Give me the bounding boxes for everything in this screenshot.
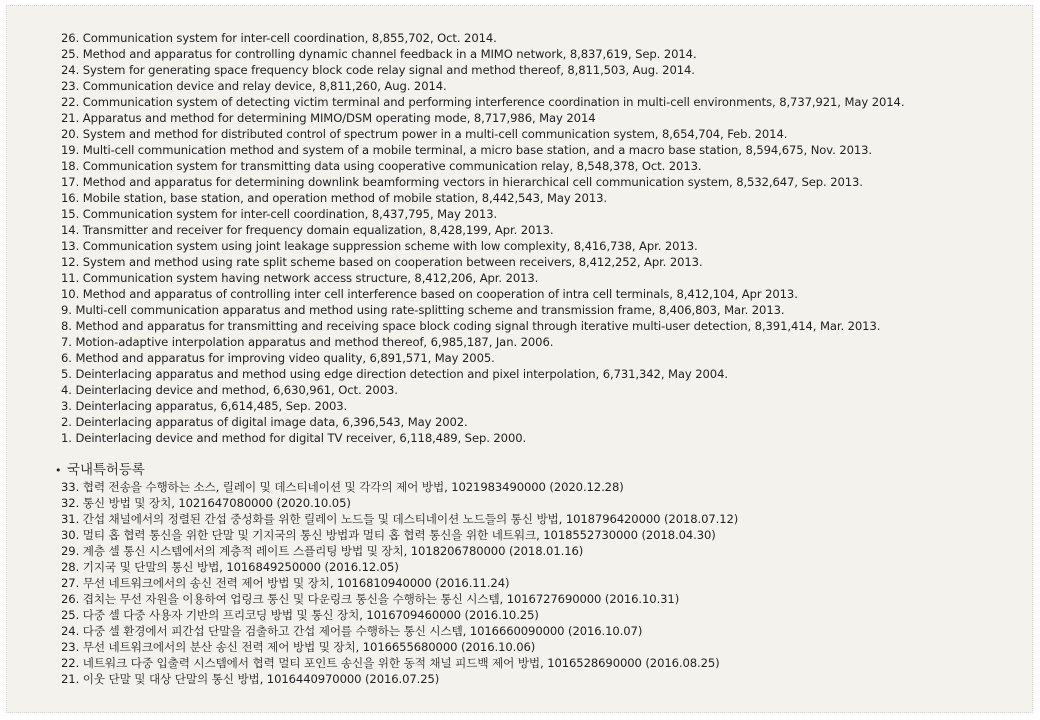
us-patent-item: 4. Deinterlacing device and method, 6,630,961, Oct. 2003. [61,383,398,397]
us-patent-item: 11. Communication system having network access structure, 8,412,206, Apr. 2013. [61,271,539,285]
kr-patent-item: 28. 기지국 및 단말의 통신 방법, 1016849250000 (2016.12.05) [61,560,399,574]
patent-list-content [55,30,1022,687]
us-patent-item: 1. Deinterlacing device and method for digital TV receiver, 6,118,489, Sep. 2000. [61,431,527,445]
kr-patent-item: 33. 협력 전송을 수행하는 소스, 릴레이 및 데스티네이션 및 각각의 제어 방법, 1021983490000 (2020.12.28) [61,480,624,494]
us-patent-item: 22. Communication system of detecting victim terminal and performing interference coordination in multi-cell environments, 8,737,921, May 2014. [61,95,905,109]
us-patent-item: 9. Multi-cell communication apparatus and method using rate-splitting scheme and transmission frame, 8,406,803, Mar. 2013. [61,303,785,317]
us-patent-item: 24. System for generating space frequency block code relay signal and method thereof, 8,811,503, Aug. 2014. [61,63,695,77]
us-patent-item: 21. Apparatus and method for determining MIMO/DSM operating mode, 8,717,986, May 2014 [61,111,596,125]
us-patent-item: 17. Method and apparatus for determining downlink beamforming vectors in hierarchical cell communication system, 8,532,647, Sep. 2013. [61,175,863,189]
bullet-icon: • [55,464,62,477]
us-patent-item: 7. Motion-adaptive interpolation apparatus and method thereof, 6,985,187, Jan. 2006. [61,335,554,349]
kr-section-title: 국내특허등록 [67,462,145,478]
us-patent-item: 8. Method and apparatus for transmitting and receiving space block coding signal through iterative multi-user detection, 8,391,414, Mar. 2013. [61,319,881,333]
us-patent-item: 10. Method and apparatus of controlling inter cell interference based on cooperation of intra cell terminals, 8,412,104, Apr 2013. [61,287,798,301]
us-patent-item: 3. Deinterlacing apparatus, 6,614,485, Sep. 2003. [61,399,348,413]
kr-section-heading [55,461,1022,479]
us-patent-item: 12. System and method using rate split scheme based on cooperation between receivers, 8,412,252, Apr. 2013. [61,255,703,269]
kr-patent-item: 30. 멀티 홉 협력 통신을 위한 단말 및 기지국의 통신 방법과 멀티 홉 협력 통신을 위한 네트워크, 1018552730000 (2018.04.30) [61,528,716,542]
kr-patent-item: 29. 계층 셀 통신 시스템에서의 계층적 레이트 스플리팅 방법 및 장치, 1018206780000 (2018.01.16) [61,544,584,558]
kr-patent-item: 25. 다중 셀 다중 사용자 기반의 프리코딩 방법 및 통신 장치, 1016709460000 (2016.10.25) [61,608,539,622]
us-patent-item: 25. Method and apparatus for controlling dynamic channel feedback in a MIMO network, 8,837,619, Sep. 2014. [61,47,697,61]
kr-patent-item: 22. 네트워크 다중 입출력 시스템에서 협력 멀티 포인트 송신을 위한 동적 채널 피드백 제어 방법, 1016528690000 (2016.08.25) [61,656,720,670]
us-patent-list [61,30,1022,446]
kr-patent-item: 26. 겹치는 무선 자원을 이용하여 업링크 통신 및 다운링크 통신을 수행하는 통신 시스템, 1016727690000 (2016.10.31) [61,592,680,606]
us-patent-item: 26. Communication system for inter-cell coordination, 8,855,702, Oct. 2014. [61,31,497,45]
kr-patent-item: 27. 무선 네트워크에서의 송신 전력 제어 방법 및 장치, 1016810940000 (2016.11.24) [61,576,510,590]
us-patent-item: 14. Transmitter and receiver for frequency domain equalization, 8,428,199, Apr. 2013. [61,223,554,237]
us-patent-item: 19. Multi-cell communication method and system of a mobile terminal, a micro base station, and a macro base station, 8,594,675, Nov. 2013. [61,143,873,157]
us-patent-item: 6. Method and apparatus for improving video quality, 6,891,571, May 2005. [61,351,495,365]
us-patent-item: 16. Mobile station, base station, and operation method of mobile station, 8,442,543, May 2013. [61,191,607,205]
kr-patent-item: 21. 이웃 단말 및 대상 단말의 통신 방법, 1016440970000 (2016.07.25) [61,672,440,686]
us-patent-item: 15. Communication system for inter-cell coordination, 8,437,795, May 2013. [61,207,498,221]
us-patent-item: 18. Communication system for transmitting data using cooperative communication relay, 8,548,378, Oct. 2013. [61,159,702,173]
kr-patent-item: 32. 통신 방법 및 장치, 1021647080000 (2020.10.05) [61,496,351,510]
patent-list-panel [6,5,1033,713]
section-spacer [61,446,1022,461]
us-patent-item: 13. Communication system using joint leakage suppression scheme with low complexity, 8,416,738, Apr. 2013. [61,239,698,253]
us-patent-item: 20. System and method for distributed control of spectrum power in a multi-cell communication system, 8,654,704, Feb. 2014. [61,127,788,141]
us-patent-item: 5. Deinterlacing apparatus and method using edge direction detection and pixel interpolation, 6,731,342, May 2004. [61,367,728,381]
kr-patent-item: 24. 다중 셀 환경에서 피간섭 단말을 검출하고 간섭 제어를 수행하는 통신 시스템, 1016660090000 (2016.10.07) [61,624,643,638]
kr-patent-list [61,479,1022,687]
kr-patent-item: 23. 무선 네트워크에서의 분산 송신 전력 제어 방법 및 장치, 1016655680000 (2016.10.06) [61,640,536,654]
us-patent-item: 23. Communication device and relay device, 8,811,260, Aug. 2014. [61,79,447,93]
us-patent-item: 2. Deinterlacing apparatus of digital image data, 6,396,543, May 2002. [61,415,468,429]
kr-patent-item: 31. 간섭 채널에서의 정렬된 간섭 중성화를 위한 릴레이 노드들 및 데스티네이션 노드들의 통신 방법, 1018796420000 (2018.07.12) [61,512,739,526]
